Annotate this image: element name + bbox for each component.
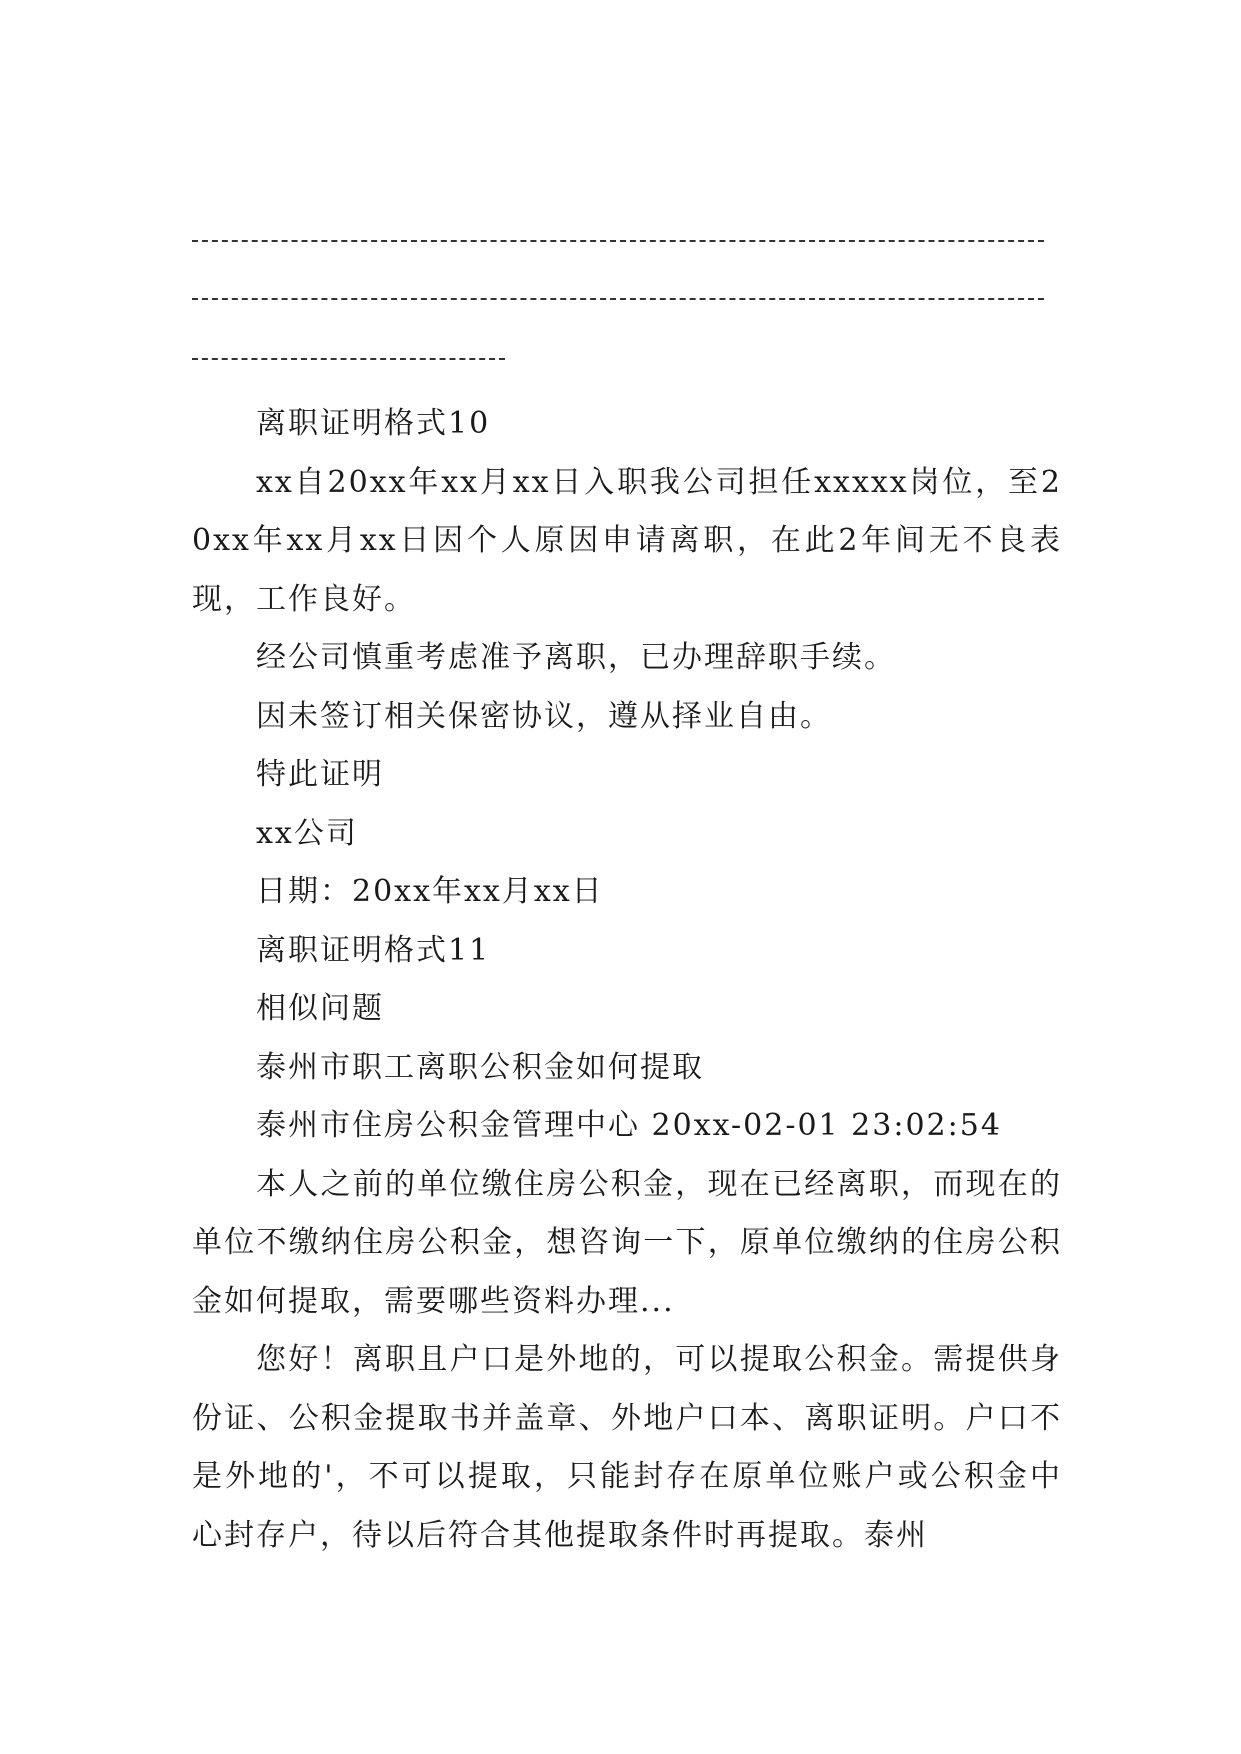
body-paragraph: xx自20xx年xx月xx日入职我公司担任xxxxx岗位，至20xx年xx月xx日因个人原因申请离职，在此2年间无不良表现，工作良好。 (192, 464, 1062, 617)
date-line: 日期：20xx年xx月xx日 (256, 874, 604, 909)
separator-line (192, 358, 505, 360)
answer-body: 您好！离职且户口是外地的，可以提取公积金。需提供身份证、公积金提取书并盖章、外地户口本、离职证明。户口不是外地的'，不可以提取，只能封存在原单位账户或公积金中心封存户，待以后符合其他提取条件时再提取。泰州 (192, 1342, 1062, 1553)
body-paragraph: 经公司慎重考虑准予离职，已办理辞职手续。 (256, 640, 896, 675)
section-heading: 离职证明格式10 (256, 406, 491, 441)
question-body: 本人之前的单位缴住房公积金，现在已经离职，而现在的单位不缴纳住房公积金，想咨询一下，原单位缴纳的住房公积金如何提取，需要哪些资料办理... (192, 1166, 1062, 1319)
closing-line: 特此证明 (256, 757, 384, 792)
question-title: 泰州市职工离职公积金如何提取 (256, 1049, 704, 1085)
document-body (192, 395, 1062, 1565)
separator-line (192, 298, 1044, 300)
subheading: 相似问题 (256, 991, 384, 1026)
question-meta: 泰州市住房公积金管理中心 20xx-02-01 23:02:54 (256, 1108, 1002, 1143)
company-name: xx公司 (256, 815, 358, 851)
body-paragraph: 因未签订相关保密协议，遵从择业自由。 (256, 698, 832, 734)
section-heading: 离职证明格式11 (256, 932, 491, 968)
separator-line (192, 240, 1044, 242)
